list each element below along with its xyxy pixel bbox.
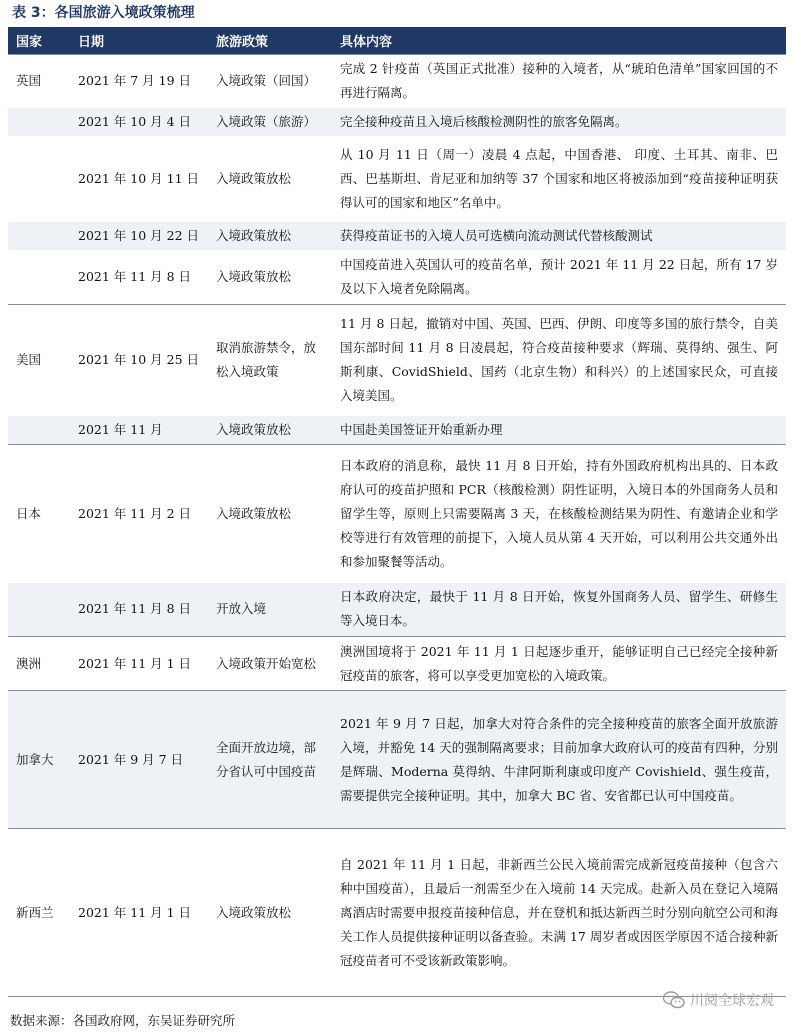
cell-detail: 中国赴美国签证开始重新办理 bbox=[332, 416, 786, 445]
cell-date: 2021 年 11 月 bbox=[70, 416, 208, 445]
cell-date: 2021 年 10 月 25 日 bbox=[70, 304, 208, 416]
header-policy: 旅游政策 bbox=[216, 34, 269, 50]
table-row bbox=[8, 136, 786, 222]
cell-country: 澳洲 bbox=[8, 637, 70, 691]
cell-detail: 2021 年 9 月 7 日起，加拿大对符合条件的完全接种疫苗的旅客全面开放旅游入境，并豁免 14 天的强制隔离要求；目前加拿大政府认可的疫苗有四种，分别是辉瑞、Moderna 莫得纳、牛津阿斯利康或印度产 Covishield、强生疫苗，需要提供完全接种证明。其中，加拿大 BC 省、安省都已认可中国疫苗。 bbox=[332, 691, 786, 829]
cell-date: 2021 年 10 月 11 日 bbox=[78, 171, 199, 186]
cell-policy: 入境政策放松 bbox=[216, 171, 292, 186]
cell-country bbox=[8, 416, 70, 445]
cell-policy: 入境政策放松 bbox=[216, 268, 292, 284]
table-row bbox=[8, 304, 786, 416]
table-row bbox=[8, 416, 786, 445]
cell-detail: 中国疫苗进入英国认可的疫苗名单，预计 2021 年 11 月 22 日起，所有 17 岁及以下入境者免除隔离。 bbox=[340, 256, 778, 296]
cell-detail: 获得疫苗证书的入境人员可选横向流动测试代替核酸测试 bbox=[332, 222, 786, 250]
cell-detail: 日本政府决定，最快于 11 月 8 日开始，恢复外国商务人员、留学生、研修生等入境日本。 bbox=[332, 583, 786, 637]
cell-date: 2021 年 11 月 1 日 bbox=[70, 637, 208, 691]
cell-date: 2021 年 10 月 22 日 bbox=[70, 222, 208, 250]
table-header-row bbox=[8, 27, 786, 54]
cell-country: 日本 bbox=[8, 445, 70, 583]
cell-policy: 开放入境 bbox=[208, 583, 332, 637]
watermark-text: 川阅全球宏观 bbox=[690, 993, 774, 1009]
header-country: 国家 bbox=[16, 34, 43, 50]
cell-policy: 入境政策开始宽松 bbox=[208, 637, 332, 691]
cell-country: 新西兰 bbox=[8, 829, 70, 997]
table-row bbox=[8, 637, 786, 691]
table-row bbox=[8, 445, 786, 583]
cell-policy: 入境政策放松 bbox=[208, 445, 332, 583]
policy-table bbox=[8, 27, 786, 997]
cell-country: 英国 bbox=[8, 54, 70, 108]
cell-detail: 日本政府的消息称，最快 11 月 8 日开始，持有外国政府机构出具的、日本政府认可的疫苗护照和 PCR（核酸检测）阴性证明，入境日本的外国商务人员和留学生等，原则上只需要隔离 3 天，在核酸检测结果为阴性、有邀请企业和学校等进行有效管理的前提下，入境人员从第 4 天开始，可以利用公共交通外出和参加聚餐等活动。 bbox=[332, 445, 786, 583]
table-row bbox=[8, 222, 786, 250]
table-row bbox=[8, 583, 786, 637]
header-date: 日期 bbox=[78, 34, 105, 50]
table-row bbox=[8, 829, 786, 997]
cell-detail: 11 月 8 日起，撤销对中国、英国、巴西、伊朗、印度等多国的旅行禁令，自美国东部时间 11 月 8 日凌晨起，符合疫苗接种要求（辉瑞、莫得纳、强生、阿斯利康、CovidShield、国药（北京生物）和科兴）的上述国家民众，可直接入境美国。 bbox=[332, 304, 786, 416]
cell-policy: 入境政策放松 bbox=[208, 222, 332, 250]
cell-policy: 入境政策（回国） bbox=[208, 54, 332, 108]
cell-country bbox=[8, 250, 70, 304]
header-detail: 具体内容 bbox=[340, 34, 393, 50]
cell-date: 2021 年 11 月 1 日 bbox=[70, 829, 208, 997]
table-row bbox=[8, 54, 786, 108]
cell-policy: 入境政策（旅游） bbox=[208, 108, 332, 136]
data-source: 数据来源：各国政府网，东吴证券研究所 bbox=[10, 1013, 236, 1028]
cell-country bbox=[8, 583, 70, 637]
cell-policy: 全面开放边境，部分省认可中国疫苗 bbox=[208, 691, 332, 829]
cell-detail: 完全接种疫苗且入境后核酸检测阴性的旅客免隔离。 bbox=[332, 108, 786, 136]
wechat-icon bbox=[663, 991, 685, 1009]
cell-date: 2021 年 11 月 8 日 bbox=[78, 268, 192, 284]
cell-detail: 自 2021 年 11 月 1 日起，非新西兰公民入境前需完成新冠疫苗接种（包含六种中国疫苗），且最后一剂需至少在入境前 14 天完成。赴新入员在登记入境隔离酒店时需要申报疫苗接种信息，并在登机和抵达新西兰时分别向航空公司和海关工作人员提供接种证明以备查验。未满 17 周岁者或因医学原因不适合接种新冠疫苗者可不受该新政策影响。 bbox=[332, 829, 786, 997]
table-row bbox=[8, 250, 786, 304]
cell-date: 2021 年 11 月 2 日 bbox=[70, 445, 208, 583]
cell-policy: 取消旅游禁令，放松入境政策 bbox=[208, 304, 332, 416]
cell-country: 加拿大 bbox=[8, 691, 70, 829]
cell-detail: 澳洲国境将于 2021 年 11 月 1 日起逐步重开，能够证明自己已经完全接种新冠疫苗的旅客，将可以享受更加宽松的入境政策。 bbox=[332, 637, 786, 691]
cell-detail: 从 10 月 11 日（周一）凌晨 4 点起，中国香港、 印度、土耳其、南非、巴西、巴基斯坦、肯尼亚和加纳等 37 个国家和地区将被添加到“疫苗接种证明获得认可的国家和地区”名单中。 bbox=[340, 147, 778, 210]
table-row bbox=[8, 691, 786, 829]
table-caption: 表 3：各国旅游入境政策梳理 bbox=[12, 5, 195, 21]
cell-detail: 完成 2 针疫苗（英国正式批准）接种的入境者，从“琥珀色清单”国家回国的不再进行隔离。 bbox=[332, 54, 786, 108]
cell-date: 2021 年 10 月 4 日 bbox=[70, 108, 208, 136]
watermark bbox=[663, 990, 774, 1010]
cell-country bbox=[8, 136, 70, 222]
table-row bbox=[8, 108, 786, 136]
cell-date: 2021 年 9 月 7 日 bbox=[70, 691, 208, 829]
cell-country: 美国 bbox=[8, 304, 70, 416]
cell-country bbox=[8, 108, 70, 136]
cell-policy: 入境政策放松 bbox=[208, 829, 332, 997]
cell-policy: 入境政策放松 bbox=[208, 416, 332, 445]
cell-country bbox=[8, 222, 70, 250]
cell-date: 2021 年 11 月 8 日 bbox=[70, 583, 208, 637]
cell-date: 2021 年 7 月 19 日 bbox=[70, 54, 208, 108]
